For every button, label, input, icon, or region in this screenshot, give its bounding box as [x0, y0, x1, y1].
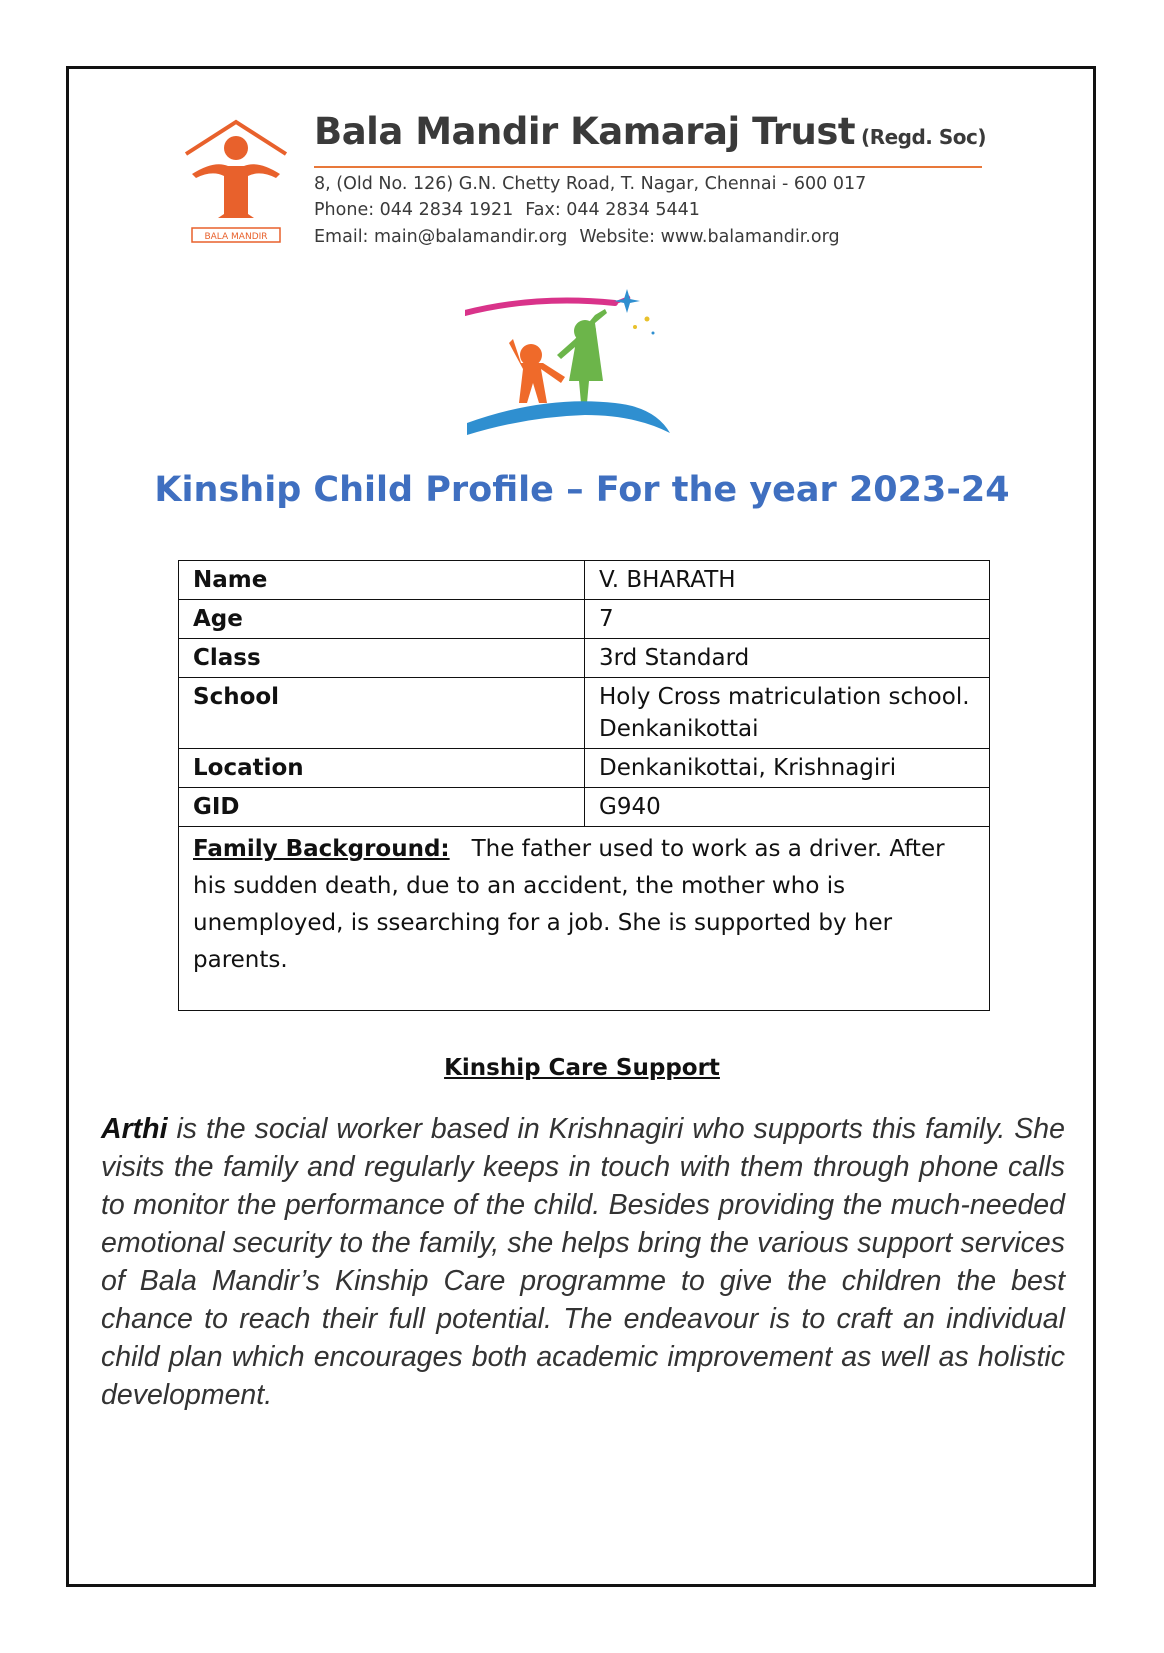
row-label-gid: GID	[179, 788, 585, 827]
table-row	[179, 788, 990, 827]
support-heading: Kinship Care Support	[444, 1055, 720, 1081]
support-text: is the social worker based in Krishnagiri who supports this family. She visits the family and regularly keeps in touch with them through phone calls to monitor the performance of the child. Besides providing the much-needed emotional security to the family, she helps bring the various support services of Bala Mandir’s Kinship Care programme to give the children the best chance to reach their full potential. The endeavour is to craft an individual child plan which encourages both academic improvement as well as holistic development.	[101, 1113, 1065, 1411]
table-row	[179, 600, 990, 639]
row-label-name: Name	[179, 561, 585, 600]
table-row	[179, 639, 990, 678]
support-paragraph	[101, 1110, 1065, 1414]
family-background-label: Family Background:	[193, 836, 450, 862]
social-worker-name: Arthi	[101, 1113, 168, 1145]
row-label-school: School	[179, 678, 585, 749]
child-profile-table	[178, 560, 990, 1011]
table-row	[179, 561, 990, 600]
row-value-location: Denkanikottai, Krishnagiri	[585, 749, 990, 788]
row-value-school: Holy Cross matriculation school. Denkanikottai	[585, 678, 990, 749]
org-website: Website: www.balamandir.org	[579, 227, 840, 247]
row-value-age: 7	[585, 600, 990, 639]
table-row	[179, 678, 990, 749]
page-title: Kinship Child Profile – For the year 2023-24	[154, 470, 1010, 510]
family-background-row	[179, 827, 990, 1011]
row-label-class: Class	[179, 639, 585, 678]
row-label-age: Age	[179, 600, 585, 639]
org-phone: Phone: 044 2834 1921	[314, 200, 514, 220]
bala-mandir-logo-icon	[182, 118, 290, 250]
row-value-gid: G940	[585, 788, 990, 827]
logo-caption: BALA MANDIR	[204, 232, 268, 242]
table-row	[179, 749, 990, 788]
family-background-text: The father used to work as a driver. After his sudden death, due to an accident, the mother who is unemployed, is ssearching for a job. She is supported by her parents.	[193, 836, 945, 973]
org-name-text: Bala Mandir Kamaraj Trust	[314, 110, 856, 153]
row-value-name: V. BHARATH	[585, 561, 990, 600]
row-value-class: 3rd Standard	[585, 639, 990, 678]
row-label-location: Location	[179, 749, 585, 788]
org-name	[314, 110, 986, 153]
org-email: Email: main@balamandir.org	[314, 227, 568, 247]
org-contact	[314, 227, 840, 247]
org-fax: Fax: 044 2834 5441	[525, 200, 700, 220]
org-regd: (Regd. Soc)	[861, 125, 986, 149]
header-rule	[314, 166, 982, 168]
family-background-cell	[179, 827, 990, 1011]
kinship-children-logo-icon	[465, 285, 695, 450]
org-phone-fax	[314, 200, 700, 220]
org-address: 8, (Old No. 126) G.N. Chetty Road, T. Nagar, Chennai - 600 017	[314, 174, 867, 194]
